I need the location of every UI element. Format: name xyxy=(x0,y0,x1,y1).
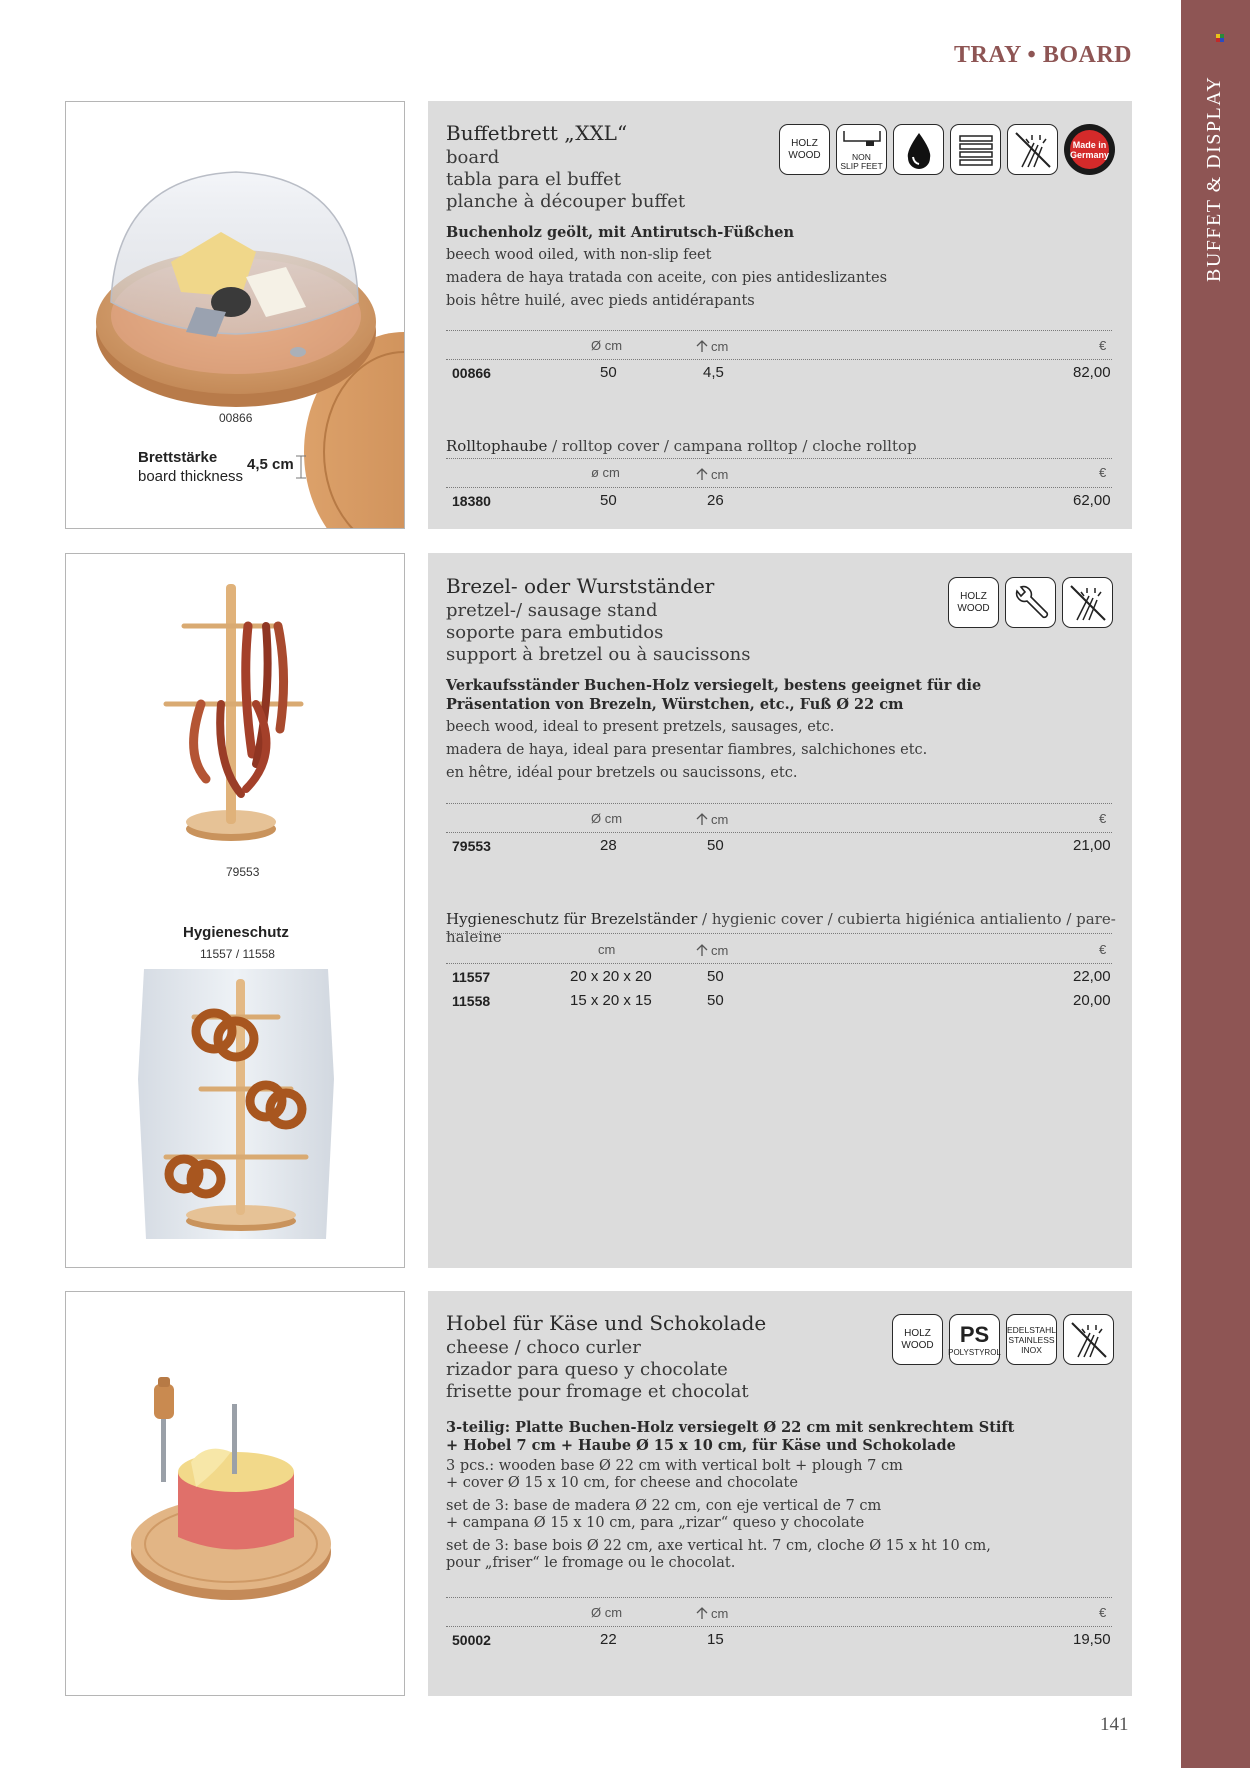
row-height: 50 xyxy=(707,968,724,985)
col-diameter-header: Ø cm xyxy=(591,811,623,826)
row-code: 50002 xyxy=(452,1632,491,1648)
page-title: TRAY • BOARD xyxy=(954,42,1132,68)
product-subtitle-en: board xyxy=(446,147,500,168)
table-header-line xyxy=(446,832,1112,833)
col-diameter-header: Ø cm xyxy=(591,338,623,353)
pretzel-stand-with-cover-illustration xyxy=(66,969,405,1249)
row-code: 11557 xyxy=(452,969,491,985)
product-desc-en-2: + cover Ø 15 x 10 cm, for cheese and chocolate xyxy=(446,1475,798,1491)
product-desc-fr: bois hêtre huilé, avec pieds antidérapants xyxy=(446,293,755,309)
col-height-header: cm xyxy=(711,339,729,354)
product-image-board xyxy=(65,101,405,529)
product-subtitle-fr: planche à découper buffet xyxy=(446,191,686,212)
col-price-header: € xyxy=(1099,338,1107,353)
product-desc-de-2: Präsentation von Brezeln, Würstchen, etc., Fuß Ø 22 cm xyxy=(446,696,904,713)
height-arrow-icon xyxy=(695,812,709,826)
height-arrow-icon xyxy=(695,943,709,957)
feature-icons xyxy=(779,124,1115,175)
page-number: 141 xyxy=(1100,1714,1129,1735)
product-desc-es-2: + campana Ø 15 x 10 cm, para „rizar“ queso y chocolate xyxy=(446,1515,865,1531)
product-image-pretzel-stand xyxy=(65,553,405,1268)
table-top-line xyxy=(446,803,1112,804)
cover-row-code: 18380 xyxy=(452,493,491,509)
hygiene-col-price-header: € xyxy=(1099,942,1107,957)
non-slip-feet-icon: NON SLIP FEET xyxy=(836,124,887,175)
feature-icons xyxy=(948,577,1113,628)
row-price: 19,50 xyxy=(1073,1631,1111,1648)
hygiene-cover-label: Hygieneschutz xyxy=(183,924,289,941)
thickness-label-en: board thickness xyxy=(138,468,244,485)
product-desc-en-1: 3 pcs.: wooden base Ø 22 cm with vertical bolt + plough 7 cm xyxy=(446,1458,903,1474)
product-subtitle-fr: frisette pour fromage et chocolat xyxy=(446,1381,749,1402)
feature-icons xyxy=(892,1314,1114,1365)
product-desc-es: madera de haya, ideal para presentar fiambres, salchichones etc. xyxy=(446,742,928,758)
row-price: 21,00 xyxy=(1073,837,1111,854)
oil-drop-icon xyxy=(893,124,944,175)
hygiene-col-dim-header: cm xyxy=(598,942,616,957)
product-desc-es-1: set de 3: base de madera Ø 22 cm, con eje vertical de 7 cm xyxy=(446,1498,882,1514)
product-subtitle-en: pretzel-/ sausage stand xyxy=(446,600,658,621)
col-price-header: € xyxy=(1099,811,1107,826)
product-desc-de-1: 3-teilig: Platte Buchen-Holz versiegelt Ø 22 cm mit senkrechtem Stift xyxy=(446,1419,1015,1436)
row-code: 00866 xyxy=(452,365,491,381)
polystyrol-icon: PS POLYSTYROL xyxy=(949,1314,1000,1365)
product-title: Hobel für Käse und Schokolade xyxy=(446,1311,767,1335)
sidebar-label: BUFFET & DISPLAY xyxy=(1203,75,1225,282)
row-diameter: 28 xyxy=(600,837,617,854)
col-diameter-header: Ø cm xyxy=(591,1605,623,1620)
cover-row-diameter: 50 xyxy=(600,492,617,509)
row-price: 20,00 xyxy=(1073,992,1111,1009)
row-price: 82,00 xyxy=(1073,364,1111,381)
product-subtitle-en: cheese / choco curler xyxy=(446,1337,641,1358)
hygiene-col-height-header: cm xyxy=(711,943,729,958)
product-desc-fr: en hêtre, idéal pour bretzels ou saucissons, etc. xyxy=(446,765,798,781)
row-height: 15 xyxy=(707,1631,724,1648)
no-dishwasher-icon xyxy=(1062,577,1113,628)
cover-row-height: 26 xyxy=(707,492,724,509)
image-code-79553: 79553 xyxy=(226,865,260,879)
cover-table-top-line xyxy=(446,458,1112,459)
product-panel-pretzel-stand xyxy=(428,553,1132,1268)
assembly-wrench-icon xyxy=(1005,577,1056,628)
row-diameter: 22 xyxy=(600,1631,617,1648)
table-top-line xyxy=(446,330,1112,331)
hygiene-table-top-line xyxy=(446,933,1112,934)
holz-wood-icon: HOLZ WOOD xyxy=(948,577,999,628)
height-arrow-icon xyxy=(695,467,709,481)
height-arrow-icon xyxy=(695,339,709,353)
cover-row-price: 62,00 xyxy=(1073,492,1111,509)
product-image-cheese-curler xyxy=(65,1291,405,1696)
hygiene-section-heading: Hygieneschutz für Brezelständer / hygienic cover / cubierta higiénica antialiento / pare-haleine xyxy=(446,910,1116,946)
holz-wood-icon: HOLZ WOOD xyxy=(892,1314,943,1365)
row-diameter: 50 xyxy=(600,364,617,381)
product-desc-es: madera de haya tratada con aceite, con pies antideslizantes xyxy=(446,270,888,286)
product-desc-de-2: + Hobel 7 cm + Haube Ø 15 x 10 cm, für Käse und Schokolade xyxy=(446,1437,956,1454)
holz-wood-icon: HOLZ WOOD xyxy=(779,124,830,175)
hygiene-table-header-line xyxy=(446,963,1112,964)
product-subtitle-es: tabla para el buffet xyxy=(446,169,621,190)
product-desc-en: beech wood, ideal to present pretzels, sausages, etc. xyxy=(446,719,835,735)
product-desc-de-1: Verkaufsständer Buchen-Holz versiegelt, bestens geeignet für die xyxy=(446,677,982,694)
product-panel-board xyxy=(428,101,1132,529)
height-arrow-icon xyxy=(695,1606,709,1620)
table-header-line xyxy=(446,1626,1112,1627)
product-subtitle-es: soporte para embutidos xyxy=(446,622,664,643)
thickness-bracket-icon xyxy=(293,454,309,480)
table-top-line xyxy=(446,1597,1112,1598)
cover-col-price-header: € xyxy=(1099,465,1107,480)
product-desc-fr-2: pour „friser“ le fromage ou le chocolat. xyxy=(446,1555,736,1571)
product-desc-fr-1: set de 3: base bois Ø 22 cm, axe vertical ht. 7 cm, cloche Ø 15 x ht 10 cm, xyxy=(446,1538,991,1554)
thickness-label-de: Brettstärke xyxy=(138,449,218,466)
stainless-steel-icon: EDELSTAHL STAINLESS INOX xyxy=(1006,1314,1057,1365)
product-panel-cheese-curler xyxy=(428,1291,1132,1696)
product-title: Brezel- oder Wurstständer xyxy=(446,574,715,598)
col-height-header: cm xyxy=(711,1606,729,1621)
cheese-curler-illustration xyxy=(66,1292,405,1696)
sausage-stand-illustration xyxy=(66,554,405,874)
row-height: 50 xyxy=(707,837,724,854)
sidebar xyxy=(1181,0,1250,1768)
cover-col-diameter-header: ø cm xyxy=(591,465,620,480)
product-desc-en: beech wood oiled, with non-slip feet xyxy=(446,247,712,263)
cover-section-heading: Rolltophaube / rolltop cover / campana rolltop / cloche rolltop xyxy=(446,437,917,455)
col-price-header: € xyxy=(1099,1605,1107,1620)
cover-col-height-header: cm xyxy=(711,467,729,482)
row-code: 79553 xyxy=(452,838,491,854)
no-dishwasher-icon xyxy=(1007,124,1058,175)
product-subtitle-fr: support à bretzel ou à saucissons xyxy=(446,644,751,665)
row-height: 4,5 xyxy=(703,364,724,381)
thickness-value: 4,5 cm xyxy=(247,456,294,473)
product-desc-de: Buchenholz geölt, mit Antirutsch-Füßchen xyxy=(446,224,795,241)
board-with-cover-illustration xyxy=(66,102,405,529)
no-dishwasher-icon xyxy=(1063,1314,1114,1365)
stackable-icon xyxy=(950,124,1001,175)
made-in-germany-icon: Made in Germany xyxy=(1064,124,1115,175)
row-dimensions: 15 x 20 x 15 xyxy=(570,992,652,1009)
hygiene-cover-codes: 11557 / 11558 xyxy=(200,947,275,961)
product-subtitle-es: rizador para queso y chocolate xyxy=(446,1359,728,1380)
row-height: 50 xyxy=(707,992,724,1009)
cover-table-header-line xyxy=(446,487,1112,488)
product-title: Buffetbrett „XXL“ xyxy=(446,121,628,145)
table-header-line xyxy=(446,359,1112,360)
col-height-header: cm xyxy=(711,812,729,827)
image-code-00866: 00866 xyxy=(219,411,253,425)
row-price: 22,00 xyxy=(1073,968,1111,985)
row-dimensions: 20 x 20 x 20 xyxy=(570,968,652,985)
row-code: 11558 xyxy=(452,993,491,1009)
color-dots-icon xyxy=(1216,34,1226,44)
